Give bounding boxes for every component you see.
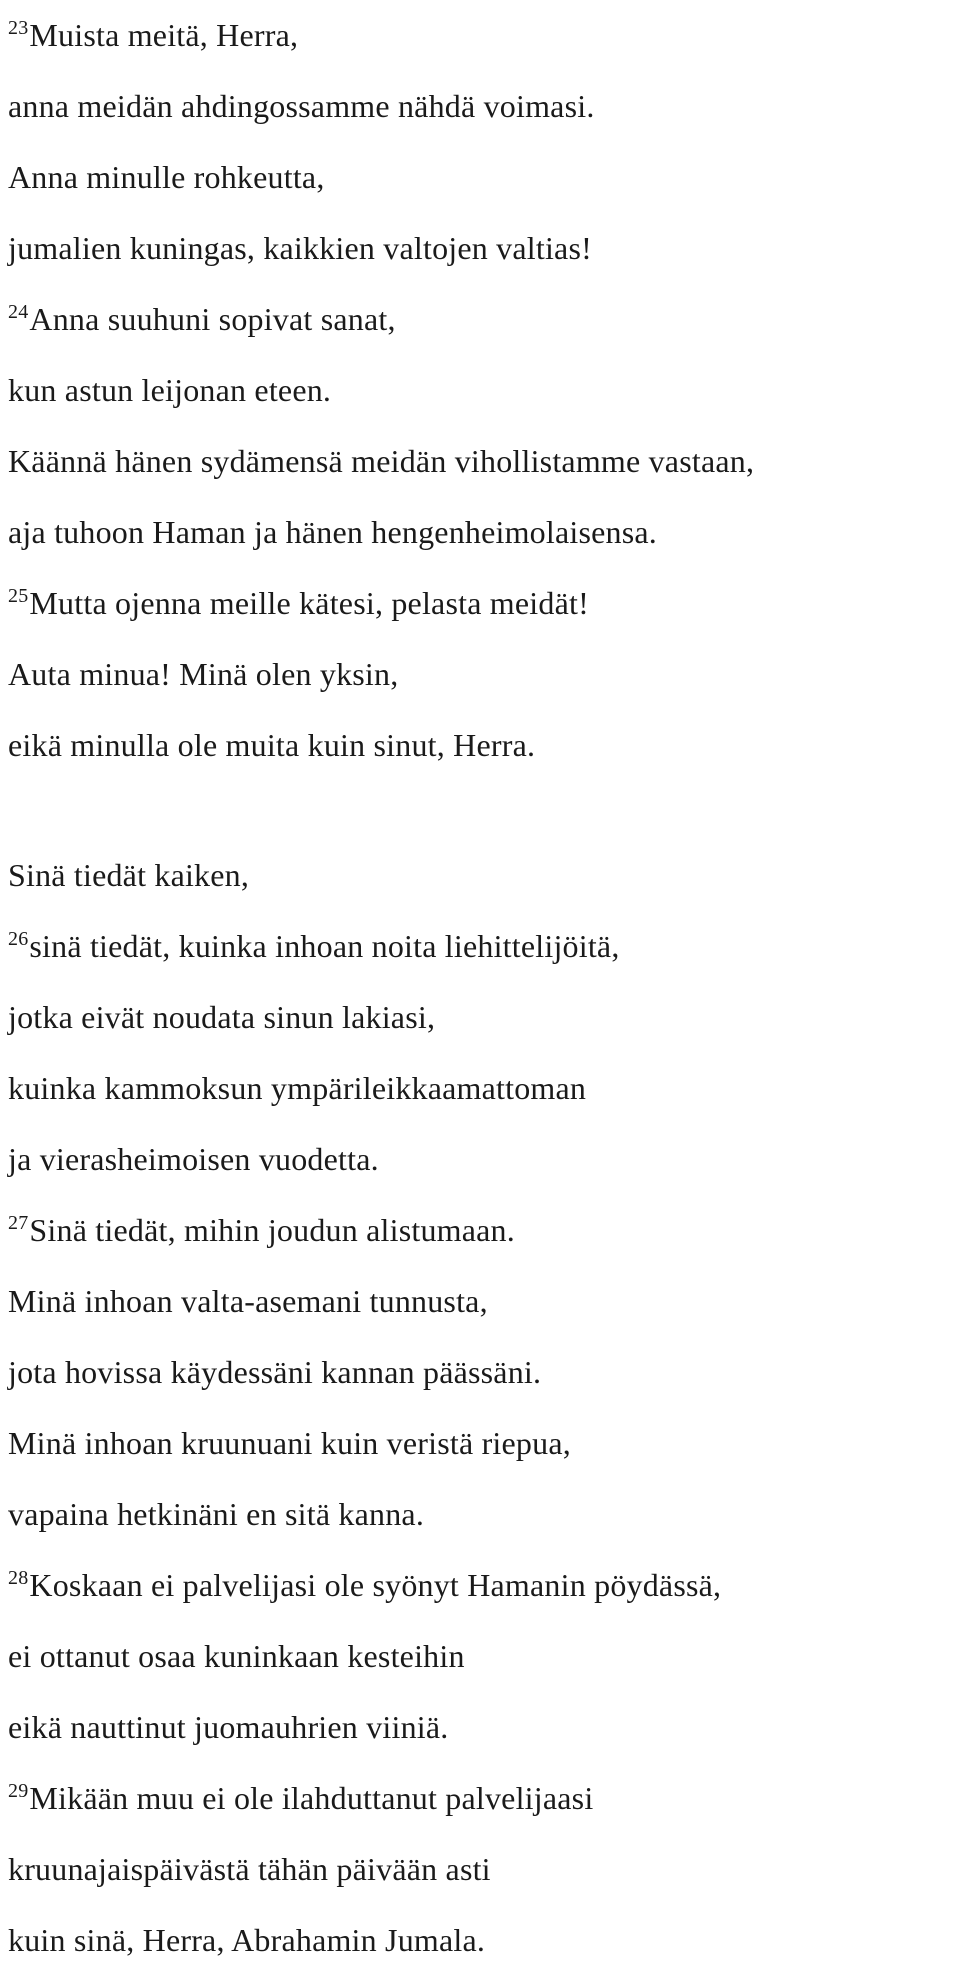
- verse-line: [8, 1550, 948, 1621]
- verse-line: [8, 840, 948, 911]
- verse-line: [8, 1337, 948, 1408]
- verse-text: Mikään muu ei ole ilahduttanut palvelijaasi: [29, 1780, 594, 1816]
- stanza-1: [8, 0, 948, 781]
- verse-line: [8, 1905, 948, 1976]
- verse-text: Sinä tiedät, mihin joudun alistumaan.: [29, 1212, 515, 1248]
- verse-text: Anna suuhuni sopivat sanat,: [29, 301, 396, 337]
- verse-text: Muista meitä, Herra,: [29, 17, 299, 53]
- verse-number: 24: [8, 301, 29, 323]
- verse-line: [8, 1692, 948, 1763]
- verse-text: aja tuhoon Haman ja hänen hengenheimolaisensa.: [8, 514, 657, 550]
- verse-line: [8, 639, 948, 710]
- verse-number: 28: [8, 1567, 29, 1589]
- verse-line: [8, 710, 948, 781]
- verse-line: [8, 1266, 948, 1337]
- verse-line: [8, 1053, 948, 1124]
- verse-text: Minä inhoan valta-asemani tunnusta,: [8, 1283, 488, 1319]
- verse-number: 27: [8, 1212, 29, 1234]
- verse-line: [8, 71, 948, 142]
- verse-text: Mutta ojenna meille kätesi, pelasta meidät!: [29, 585, 589, 621]
- verse-line: [8, 213, 948, 284]
- verse-number: 29: [8, 1780, 29, 1802]
- verse-text: sinä tiedät, kuinka inhoan noita liehittelijöitä,: [29, 928, 620, 964]
- verse-line: [8, 1124, 948, 1195]
- verse-text: vapaina hetkinäni en sitä kanna.: [8, 1496, 425, 1532]
- verse-line: [8, 497, 948, 568]
- verse-number: 23: [8, 17, 29, 39]
- verse-line: [8, 1195, 948, 1266]
- verse-text: anna meidän ahdingossamme nähdä voimasi.: [8, 88, 595, 124]
- verse-line: [8, 1763, 948, 1834]
- verse-text: ei ottanut osaa kuninkaan kesteihin: [8, 1638, 465, 1674]
- verse-text: Auta minua! Minä olen yksin,: [8, 656, 399, 692]
- verse-text: kuin sinä, Herra, Abrahamin Jumala.: [8, 1922, 486, 1958]
- verse-text: Koskaan ei palvelijasi ole syönyt Hamanin pöydässä,: [29, 1567, 722, 1603]
- stanza-2: [8, 840, 948, 1976]
- verse-text: ja vierasheimoisen vuodetta.: [8, 1141, 379, 1177]
- verse-line: [8, 142, 948, 213]
- verse-line: [8, 1408, 948, 1479]
- verse-line: [8, 911, 948, 982]
- verse-line: [8, 1834, 948, 1905]
- verse-text: Sinä tiedät kaiken,: [8, 857, 250, 893]
- verse-line: [8, 0, 948, 71]
- verse-text: Käännä hänen sydämensä meidän vihollistamme vastaan,: [8, 443, 755, 479]
- verse-text: kruunajaispäivästä tähän päivään asti: [8, 1851, 491, 1887]
- verse-text: jumalien kuningas, kaikkien valtojen valtias!: [8, 230, 592, 266]
- verse-text: Anna minulle rohkeutta,: [8, 159, 325, 195]
- verse-text: eikä nauttinut juomauhrien viiniä.: [8, 1709, 449, 1745]
- verse-text: jota hovissa käydessäni kannan päässäni.: [8, 1354, 542, 1390]
- verse-line: [8, 426, 948, 497]
- verse-line: [8, 355, 948, 426]
- verse-number: 26: [8, 928, 29, 950]
- verse-line: [8, 982, 948, 1053]
- verse-text: kun astun leijonan eteen.: [8, 372, 332, 408]
- verse-text: eikä minulla ole muita kuin sinut, Herra.: [8, 727, 536, 763]
- verse-text: jotka eivät noudata sinun lakiasi,: [8, 999, 436, 1035]
- verse-line: [8, 568, 948, 639]
- verse-text: kuinka kammoksun ympärileikkaamattoman: [8, 1070, 587, 1106]
- verse-line: [8, 284, 948, 355]
- verse-line: [8, 1621, 948, 1692]
- verse-text: Minä inhoan kruunuani kuin veristä riepua,: [8, 1425, 571, 1461]
- verse-line: [8, 1479, 948, 1550]
- verse-number: 25: [8, 585, 29, 607]
